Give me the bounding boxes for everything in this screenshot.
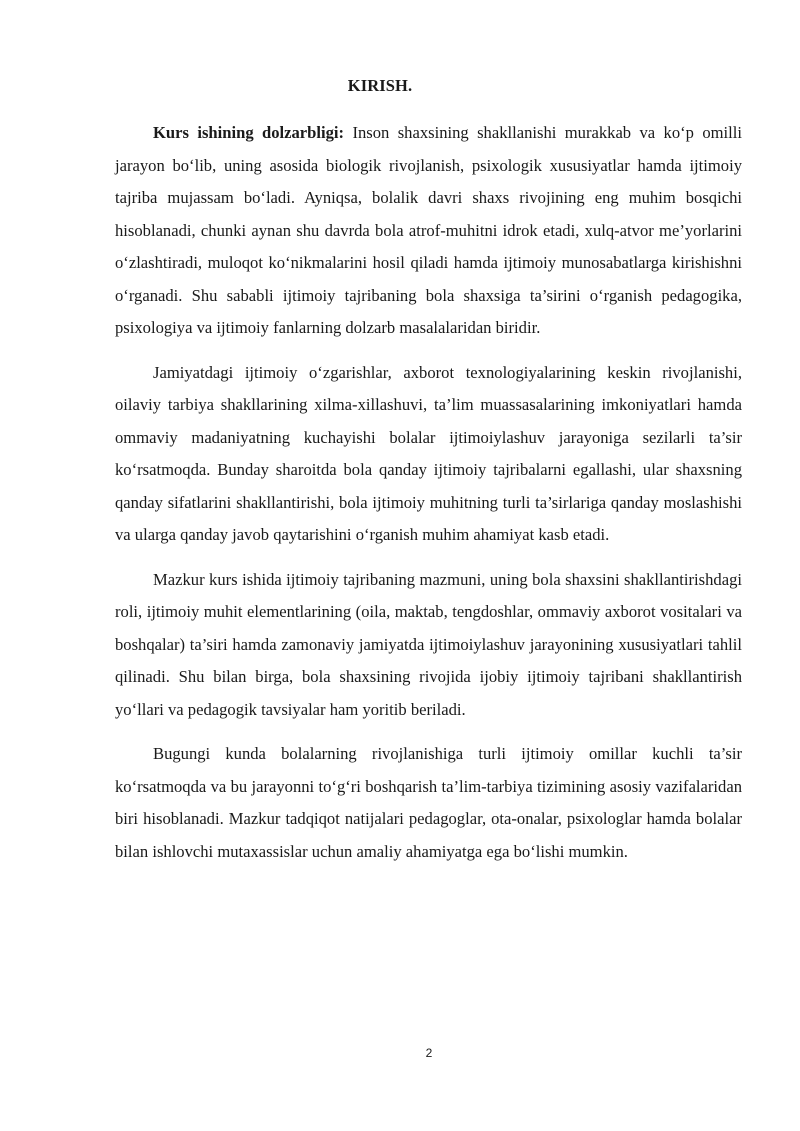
paragraph-text: Inson shaxsining shakllanishi murakkab va ko‘p omilli jarayon bo‘lib, uning asosida biologik rivojlanish, psixologik xususiyatlar hamda ijtimoiy tajriba mujassam bo‘ladi. Ayniqsa, bolalik davri shaxs rivojining eng muhim bosqichi hisoblanadi, chunki aynan shu davrda bola atrof-muhitni idrok etadi, xulq-atvor me’yorlarini o‘zlashtiradi, muloqot ko‘nikmalarini hosil qiladi hamda ijtimoiy munosabatlarga kirishishni o‘rganadi. Shu sababli ijtimoiy tajribaning bola shaxsiga ta’sirini o‘rganish pedagogika, psixologiya va ijtimoiy fanlarning dolzarb masalalaridan biridir.: [115, 123, 742, 337]
section-title: KIRISH.: [347, 76, 413, 95]
paragraph-2: Jamiyatdagi ijtimoiy o‘zgarishlar, axborot texnologiyalarining keskin rivojlanishi, oilaviy tarbiya shakllarining xilma-xillashuvi, ta’lim muassasalarining imkoniyatlari hamda ommaviy madaniyatning kuchayishi bolalar ijtimoiylashuv jarayoniga sezilarli ta’sir ko‘rsatmoqda. Bunday sharoitda bola qanday ijtimoiy tajribalarni egallashi, ular shaxsning qanday sifatlarini shakllantirishi, bola ijtimoiy muhitning turli ta’sirlariga qanday moslashishi va ularga qanday javob qaytarishini o‘rganish muhim ahamiyat kasb etadi.: [115, 362, 742, 544]
paragraph-lead: Kurs ishining dolzarbligi:: [153, 123, 345, 142]
body-text: [115, 117, 742, 880]
paragraph-relevance: [115, 117, 742, 345]
page-number: 2: [425, 1046, 433, 1060]
paragraph-3: Mazkur kurs ishida ijtimoiy tajribaning mazmuni, uning bola shaxsini shakllantirishdagi roli, ijtimoiy muhit elementlarining (oila, maktab, tengdoshlar, ommaviy axborot vositalari va boshqalar) ta’siri hamda zamonaviy jamiyatda ijtimoiylashuv jarayonining xususiyatlari tahlil qilinadi. Shu bilan birga, bola shaxsining rivojida ijobiy ijtimoiy tajribani shakllantirish yo‘llari va pedagogik tavsiyalar ham yoritib beriladi.: [115, 569, 742, 719]
paragraph-4: Bugungi kunda bolalarning rivojlanishiga turli ijtimoiy omillar kuchli ta’sir ko‘rsatmoqda va bu jarayonni to‘g‘ri boshqarish ta’lim-tarbiya tizimining asosiy vazifalaridan biri hisoblanadi. Mazkur tadqiqot natijalari pedagoglar, ota-onalar, psixologlar hamda bolalar bilan ishlovchi mutaxassislar uchun amaliy ahamiyatga ega bo‘lishi mumkin.: [115, 744, 742, 861]
